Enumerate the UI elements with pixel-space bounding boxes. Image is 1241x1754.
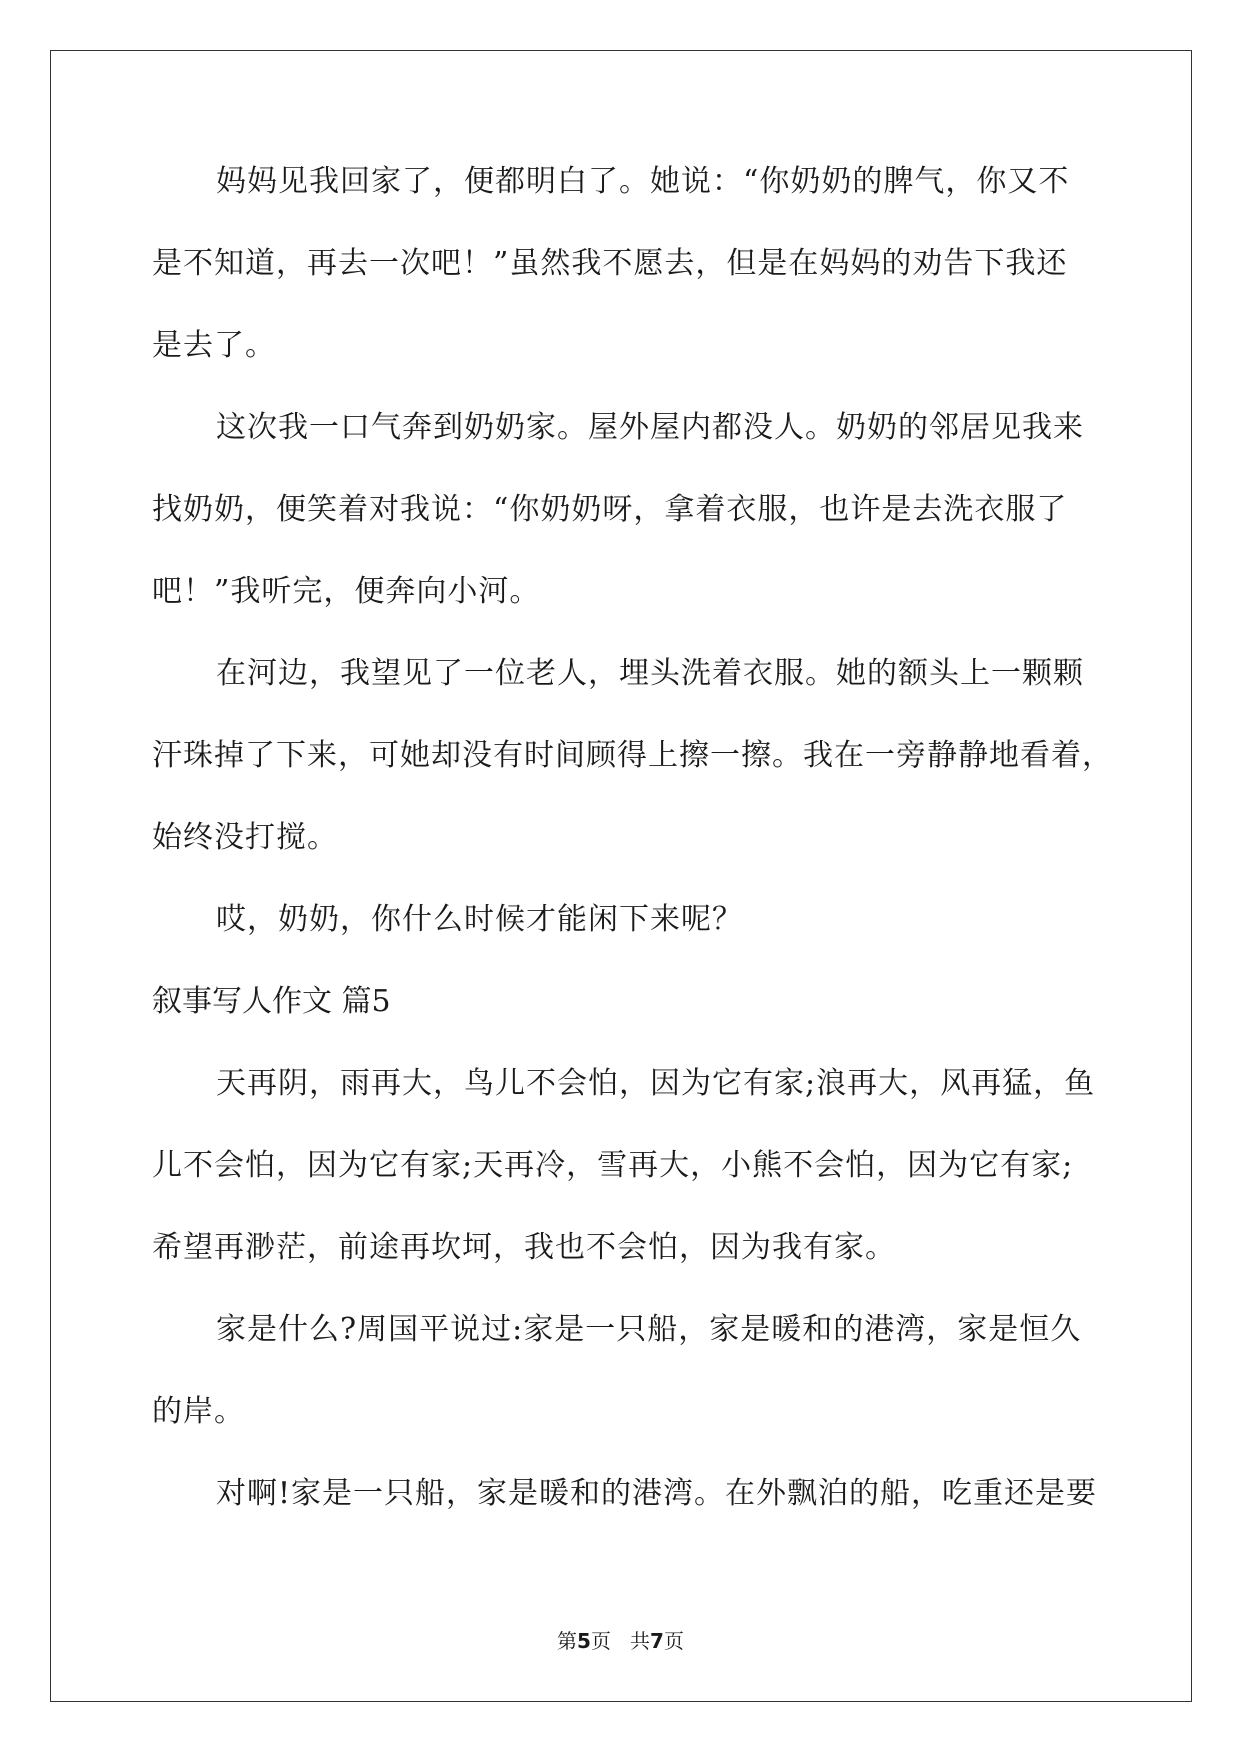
paragraph-1-line-1: 妈妈见我回家了，便都明白了。她说：“你奶奶的脾气，你又不 xyxy=(216,164,1070,199)
paragraph-2-line-3: 吧！”我听完，便奔向小河。 xyxy=(152,574,541,609)
footer-middle: 页 共 xyxy=(590,1629,651,1653)
section-heading: 叙事写人作文 篇5 xyxy=(152,984,391,1019)
paragraph-3-line-2: 汗珠掉了下来，可她却没有时间顾得上擦一擦。我在一旁静静地看着， xyxy=(152,738,1113,773)
page-footer xyxy=(0,1627,1241,1655)
paragraph-5-line-2: 儿不会怕，因为它有家;天再冷，雪再大，小熊不会怕，因为它有家; xyxy=(152,1148,1074,1183)
footer-prefix: 第 xyxy=(557,1629,578,1653)
paragraph-6-line-1: 家是什么?周国平说过:家是一只船，家是暖和的港湾，家是恒久 xyxy=(216,1312,1082,1347)
paragraph-4-line-1: 哎，奶奶，你什么时候才能闲下来呢？ xyxy=(216,902,743,937)
paragraph-2-line-1: 这次我一口气奔到奶奶家。屋外屋内都没人。奶奶的邻居见我来 xyxy=(216,410,1084,445)
paragraph-1-line-3: 是去了。 xyxy=(152,328,276,363)
paragraph-1-line-2: 是不知道，再去一次吧！”虽然我不愿去，但是在妈妈的劝告下我还 xyxy=(152,246,1068,281)
paragraph-2-line-2: 找奶奶，便笑着对我说：“你奶奶呀，拿着衣服，也许是去洗衣服了 xyxy=(152,492,1068,527)
paragraph-3-line-3: 始终没打搅。 xyxy=(152,820,338,855)
paragraph-5-line-1: 天再阴，雨再大，鸟儿不会怕，因为它有家;浪再大，风再猛，鱼 xyxy=(216,1066,1096,1101)
paragraph-6-line-2: 的岸。 xyxy=(152,1394,245,1429)
paragraph-3-line-1: 在河边，我望见了一位老人，埋头洗着衣服。她的额头上一颗颗 xyxy=(216,656,1084,691)
paragraph-5-line-3: 希望再渺茫，前途再坎坷，我也不会怕，因为我有家。 xyxy=(152,1230,896,1265)
total-page-number: 7 xyxy=(650,1629,664,1653)
current-page-number: 5 xyxy=(577,1629,591,1653)
paragraph-7-line-1: 对啊!家是一只船，家是暖和的港湾。在外飘泊的船，吃重还是要 xyxy=(216,1476,1098,1511)
document-body xyxy=(152,158,1113,1552)
footer-suffix: 页 xyxy=(663,1629,684,1653)
